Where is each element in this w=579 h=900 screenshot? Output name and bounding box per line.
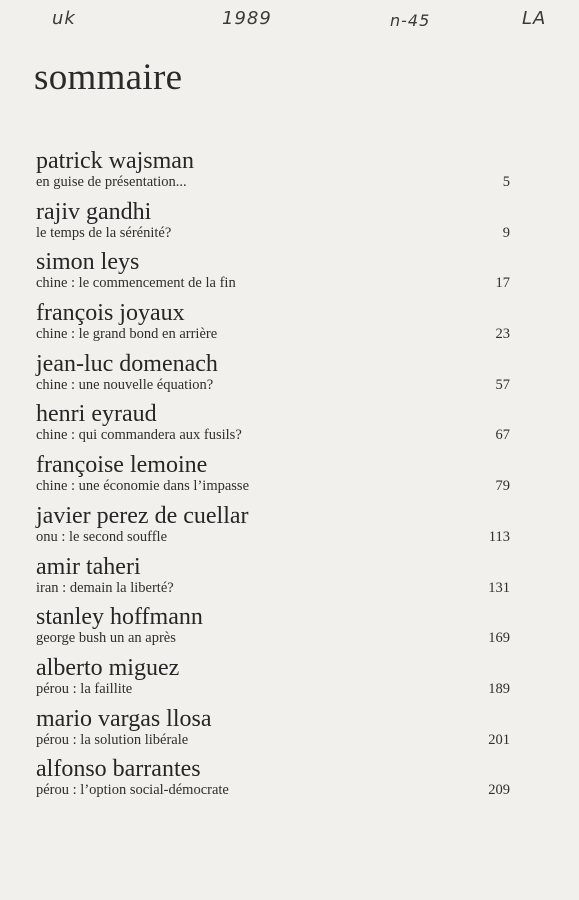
entry-subtitle: le temps de la sérénité? bbox=[36, 224, 172, 241]
entry-page-number: 17 bbox=[495, 275, 510, 292]
toc-entry bbox=[36, 199, 510, 250]
entry-subtitle: pérou : la solution libérale bbox=[36, 731, 189, 748]
toc-entry bbox=[36, 706, 510, 757]
toc-entry bbox=[36, 604, 510, 655]
entry-author: patrick wajsman bbox=[36, 148, 194, 174]
entry-subtitle: en guise de présentation... bbox=[36, 174, 187, 190]
entry-page-number: 209 bbox=[488, 782, 510, 799]
entry-page-number: 79 bbox=[495, 478, 510, 495]
entry-subtitle: pérou : la faillite bbox=[36, 680, 133, 697]
entry-subtitle: chine : une nouvelle équation? bbox=[36, 376, 214, 393]
handwritten-note: uk bbox=[52, 8, 76, 29]
entry-page-number: 23 bbox=[495, 326, 510, 343]
entry-author: alberto miguez bbox=[36, 654, 180, 681]
toc-entry bbox=[36, 148, 510, 199]
toc-entry bbox=[36, 756, 510, 807]
toc-entry bbox=[36, 503, 510, 554]
entry-page-number: 189 bbox=[488, 680, 510, 697]
entry-page-number: 5 bbox=[502, 174, 510, 190]
table-of-contents bbox=[36, 148, 510, 807]
entry-subtitle: george bush un an après bbox=[36, 630, 176, 647]
entry-subtitle: onu : le second souffle bbox=[36, 528, 168, 545]
entry-author: stanley hoffmann bbox=[36, 604, 203, 631]
entry-author: alfonso barrantes bbox=[36, 756, 201, 783]
entry-subtitle: chine : le commencement de la fin bbox=[36, 275, 236, 292]
entry-subtitle: chine : une économie dans l’impasse bbox=[36, 478, 250, 495]
entry-subtitle: iran : demain la liberté? bbox=[36, 579, 174, 596]
entry-page-number: 67 bbox=[495, 427, 510, 444]
entry-author: henri eyraud bbox=[36, 401, 157, 428]
toc-entry bbox=[36, 554, 510, 605]
entry-page-number: 9 bbox=[502, 224, 510, 241]
page-title: sommaire bbox=[34, 57, 183, 98]
entry-author: rajiv gandhi bbox=[36, 198, 152, 225]
toc-entry bbox=[36, 452, 510, 503]
toc-entry bbox=[36, 655, 510, 706]
entry-page-number: 169 bbox=[488, 630, 510, 647]
entry-author: simon leys bbox=[36, 249, 140, 276]
entry-author: françoise lemoine bbox=[36, 452, 208, 479]
toc-entry bbox=[36, 249, 510, 300]
entry-page-number: 113 bbox=[488, 528, 510, 545]
entry-author: javier perez de cuellar bbox=[36, 502, 249, 529]
entry-subtitle: chine : le grand bond en arrière bbox=[36, 326, 218, 343]
handwritten-note: n-45 bbox=[390, 11, 431, 30]
toc-entry bbox=[36, 401, 510, 452]
handwritten-note: LA bbox=[522, 8, 547, 29]
entry-page-number: 131 bbox=[488, 579, 510, 596]
entry-subtitle: pérou : l’option social-démocrate bbox=[36, 782, 229, 799]
entry-page-number: 201 bbox=[488, 731, 510, 748]
toc-entry bbox=[36, 300, 510, 351]
entry-author: amir taheri bbox=[36, 553, 141, 580]
handwritten-note: 1989 bbox=[222, 8, 272, 29]
toc-entry bbox=[36, 351, 510, 402]
entry-subtitle: chine : qui commandera aux fusils? bbox=[36, 427, 242, 444]
entry-author: jean-luc domenach bbox=[36, 350, 218, 377]
entry-author: mario vargas llosa bbox=[36, 705, 212, 732]
entry-author: françois joyaux bbox=[36, 300, 185, 327]
entry-page-number: 57 bbox=[495, 376, 510, 393]
